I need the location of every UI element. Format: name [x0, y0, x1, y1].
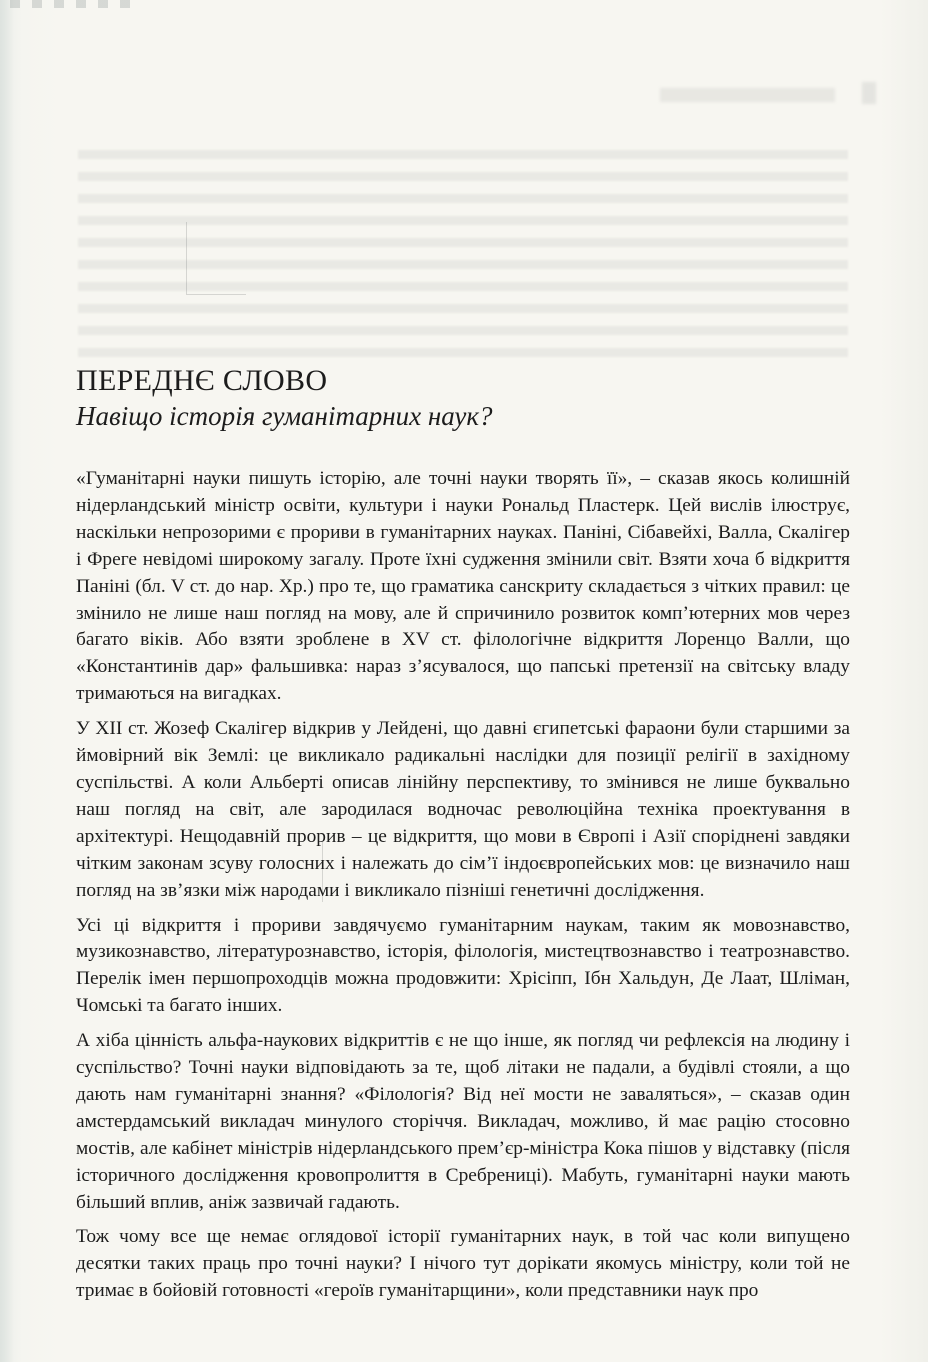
page-edge-shadow	[0, 0, 14, 1362]
paragraph: Тож чому все ще немає оглядової історії гуманітарних наук, в той час коли випущено десятки таких праць про точні науки? І нічого тут дорікати якомусь міністру, коли той не тримає в бойовій готовності «героїв гуманітарщини», коли представники наук про	[76, 1226, 850, 1302]
chapter-subtitle: Навіщо історія гуманітарних наук?	[76, 401, 493, 431]
paragraph: Усі ці відкриття і прориви завдячуємо гуманітарним наукам, таким як мовознавство, музикознавство, літературознавство, історія, філологія, мистецтвознавство і театрознавство. Перелік імен першопроходців можна продовжити: Хрісіпп, Ібн Хальдун, Де Лаат, Шліман, Чомські та багато інших.	[76, 914, 850, 1017]
paragraph: «Гуманітарні науки пишуть історію, але точні науки творять її», – сказав якось колишній нідерландський міністр освіти, культури і науки Рональд Пластерк. Цей вислів ілюструє, наскільки непрозорими є прориви в гуманітарних науках. Паніні, Сібавейхі, Валла, Скалігер і Фреге невідомі широкому загалу. Проте їхні судження змінили світ. Взяти хоча б відкриття Паніні (бл. V ст. до нар. Хр.) про те, що граматика санскриту складається з чітких правил: це змінило не лише наш погляд на мову, але й спричинило розвиток комп’ютерних мов через багато віків. Або взяти зроблене в XV ст. філологічне відкриття Лоренцо Валли, що «Константинів дар» фальшивка: нараз з’ясувалося, що папські претензії на світську владу тримаються на вигадках.	[76, 468, 850, 705]
paragraph: У XII ст. Жозеф Скалігер відкрив у Лейдені, що давні єгипетські фараони були старшими за ймовірний вік Землі: це викликало радикальні наслідки для позиції релігії в західному суспільстві. А коли Альберті описав лінійну перспективу, то змінився не лише буквально наш погляд на світ, але зародилася водночас революційна техніка проектування в архітектурі. Нещодавній прорив – це відкриття, що мови в Європі і Азії споріднені завдяки чітким законам зсуву голосних і належать до сім’ї індоєвропейських мов: це визначило наш погляд на зв’язки між народами і викликало пізніші генетичні дослідження.	[76, 718, 850, 901]
crop-mark	[186, 222, 187, 294]
bleed-through-text	[78, 150, 848, 360]
chapter-title: ПЕРЕДНЄ СЛОВО	[76, 364, 328, 397]
bleed-through-header	[660, 88, 835, 102]
chapter-heading	[76, 364, 866, 434]
top-edge-marks	[10, 0, 130, 8]
bleed-through-page-number	[862, 82, 876, 104]
paragraph: А хіба цінність альфа-наукових відкриттів є не що інше, як погляд чи рефлексія на людину і суспільство? Точні науки відповідають за те, щоб літаки не падали, а будівлі стояли, а що дають нам гуманітарні знання? «Філологія? Від неї мости не заваляться», – сказав один амстердамський викладач минулого сторіччя. Викладач, можливо, й має рацію стосовно мостів, але кабінет міністрів нідерландського прем’єр-міністра Кока пішов у відставку (після історичного дослідження кровопролиття в Сребрениці). Мабуть, гуманітарні науки мають більший вплив, аніж зазвичай гадають.	[76, 1030, 850, 1213]
crop-mark	[186, 294, 246, 295]
body-text	[76, 466, 850, 1313]
